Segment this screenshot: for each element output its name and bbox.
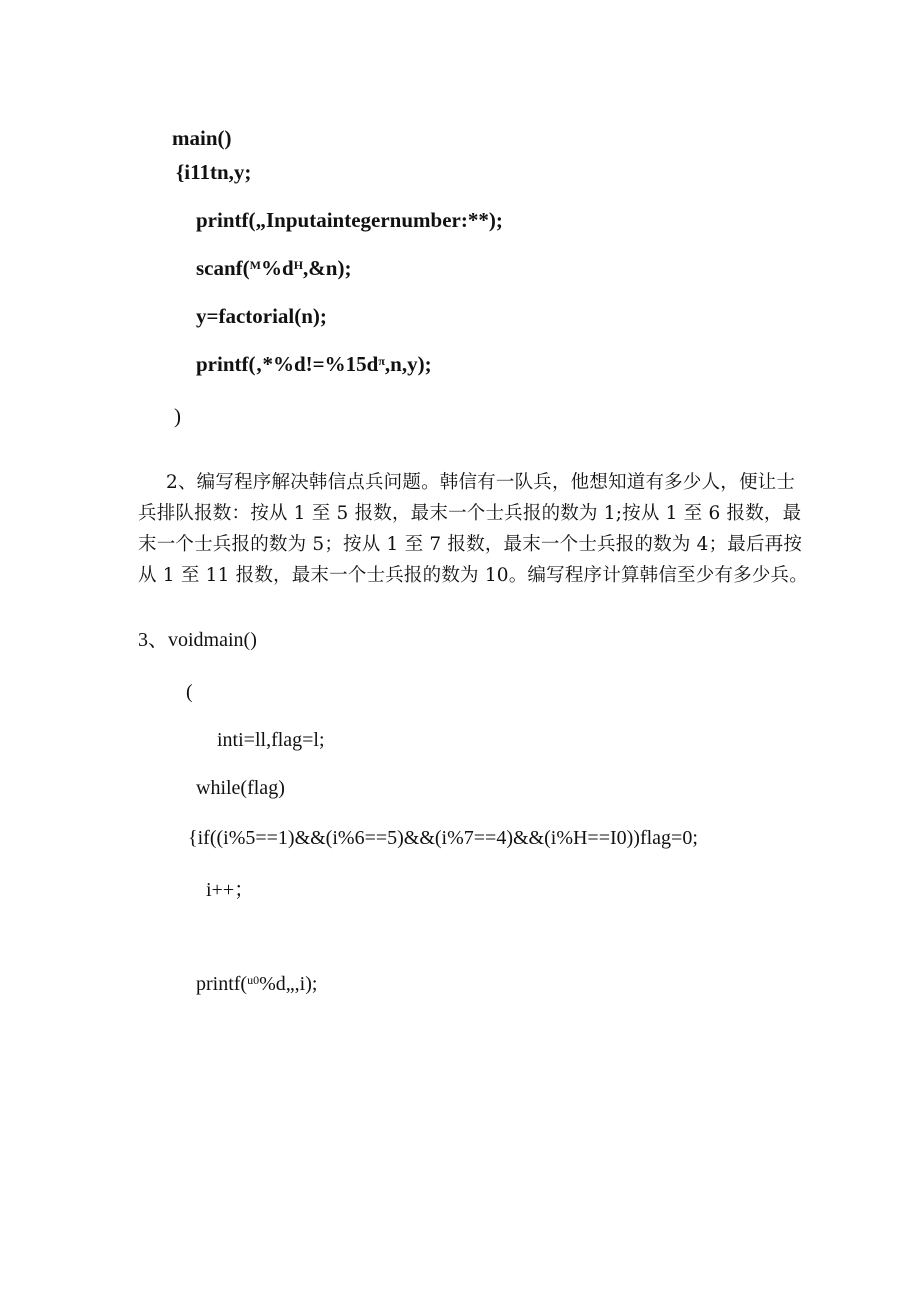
code-3-if-line: {if((i%5==1)&&(i%6==5)&&(i%7==4)&&(i%H==I0))flag=0;	[188, 827, 698, 849]
code-printf-result-mark: π	[378, 354, 385, 368]
problem-2-line-1: 2、编写程序解决韩信点兵问题。韩信有一队兵，他想知道有多少人，便让士	[166, 472, 796, 493]
code-3-printf-mark: u0	[247, 973, 260, 987]
code-3-variable-declaration: inti=ll,flag=l;	[217, 729, 325, 751]
code-closing-paren: )	[174, 404, 181, 428]
code-printf-result-suffix: ,n,y);	[384, 352, 432, 376]
code-scanf-mark-close: H	[293, 258, 304, 272]
code-scanf-suffix: ,&n);	[303, 256, 352, 280]
code-main-declaration: main()	[172, 126, 232, 150]
code-scanf-prefix: scanf(	[196, 256, 250, 280]
code-3-increment: i++；	[206, 879, 255, 901]
code-3-open-paren: (	[186, 681, 193, 703]
code-3-printf-suffix: %d„,i);	[259, 973, 318, 995]
code-3-while-line: while(flag)	[196, 777, 285, 799]
problem-2-line-2: 兵排队报数：按从 1 至 5 报数，最末一个士兵报的数为 1;按从 1 至 6 报数，最	[138, 503, 802, 524]
code-3-header: 3、voidmain()	[138, 629, 257, 651]
code-scanf-format: %d	[261, 256, 294, 280]
code-printf-result-prefix: printf(‚*%d!=%15d	[196, 352, 379, 376]
code-variable-declaration: {i11tn,y;	[176, 160, 252, 184]
code-factorial-assign: y=factorial(n);	[196, 304, 327, 328]
problem-2-line-3: 末一个士兵报的数为 5；按从 1 至 7 报数，最末一个士兵报的数为 4；最后再按	[138, 534, 803, 555]
code-3-printf-line	[196, 974, 317, 994]
code-printf-prompt: printf(„Inputaintegernumber:**);	[196, 208, 503, 232]
code-printf-result-line	[196, 354, 432, 375]
code-3-printf-prefix: printf(	[196, 973, 248, 995]
code-scanf-mark-open: M	[249, 258, 261, 272]
problem-2-line-4: 从 1 至 11 报数，最末一个士兵报的数为 10。编写程序计算韩信至少有多少兵。	[138, 565, 808, 586]
code-scanf-line	[196, 258, 351, 279]
